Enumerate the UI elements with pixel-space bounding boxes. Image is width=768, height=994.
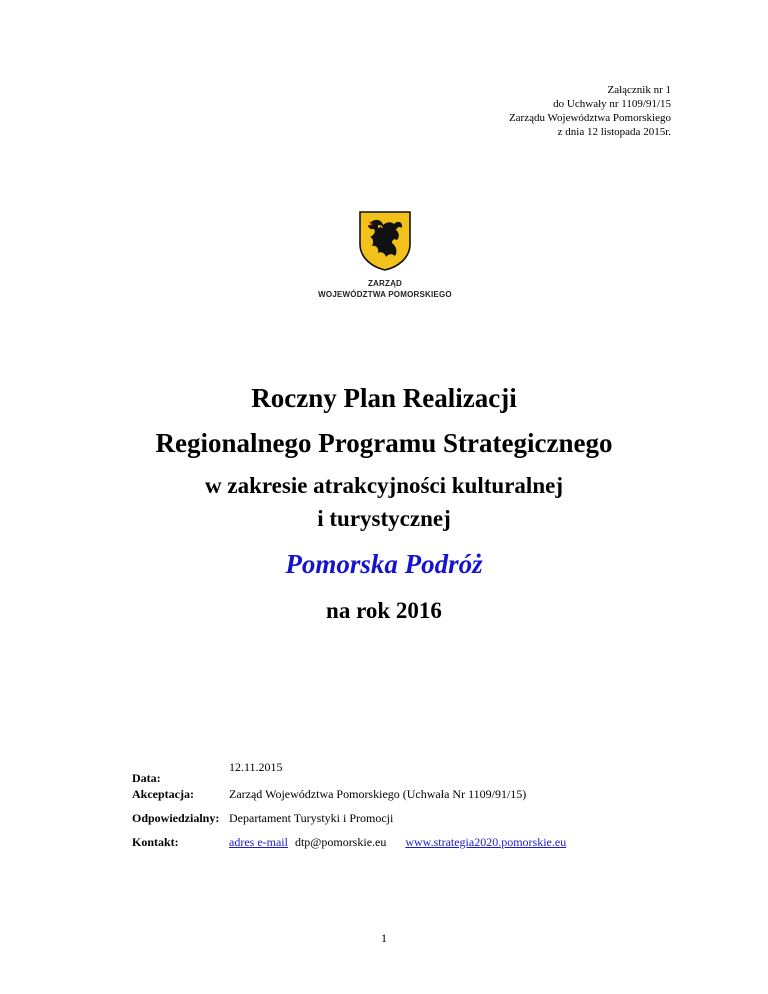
title-line-4: i turystycznej (317, 506, 451, 531)
plan-year: na rok 2016 (326, 598, 442, 623)
griffin-shield-icon (356, 210, 414, 272)
annex-line-2: do Uchwały nr 1109/91/15 (553, 98, 671, 110)
annex-line-3: Zarządu Województwa Pomorskiego (508, 112, 671, 124)
date-label: Data: (132, 771, 161, 785)
annex-line-4: z dnia 12 listopada 2015r. (557, 126, 671, 138)
responsible-label: Odpowiedzialny: (132, 811, 220, 825)
program-name: Pomorska Podróż (285, 549, 483, 579)
contact-label: Kontakt: (132, 835, 179, 849)
acceptance-label: Akceptacja: (132, 787, 194, 801)
title-line-1: Roczny Plan Realizacji (251, 383, 517, 413)
page-number: 1 (381, 931, 387, 945)
website-link[interactable]: www.strategia2020.pomorskie.eu (405, 835, 567, 849)
acceptance-value: Zarząd Województwa Pomorskiego (Uchwała Nr 1109/91/15) (229, 787, 527, 801)
logo-text-line-1: ZARZĄD (367, 279, 403, 288)
email-link[interactable]: adres e-mail (229, 835, 288, 849)
date-value: 12.11.2015 (229, 760, 283, 774)
title-line-3: w zakresie atrakcyjności kulturalnej (205, 473, 563, 498)
logo-text-line-2: WOJEWÓDZTWA POMORSKIEGO (318, 290, 452, 299)
annex-line-1: Załącznik nr 1 (607, 84, 671, 96)
title-line-2: Regionalnego Programu Strategicznego (155, 428, 613, 458)
document-title (0, 382, 768, 625)
contact-email: dtp@pomorskie.eu (294, 835, 387, 849)
board-logo (300, 210, 470, 300)
responsible-value: Departament Turystyki i Promocji (229, 811, 394, 825)
contact-value (229, 835, 566, 850)
annex-reference (509, 83, 671, 139)
